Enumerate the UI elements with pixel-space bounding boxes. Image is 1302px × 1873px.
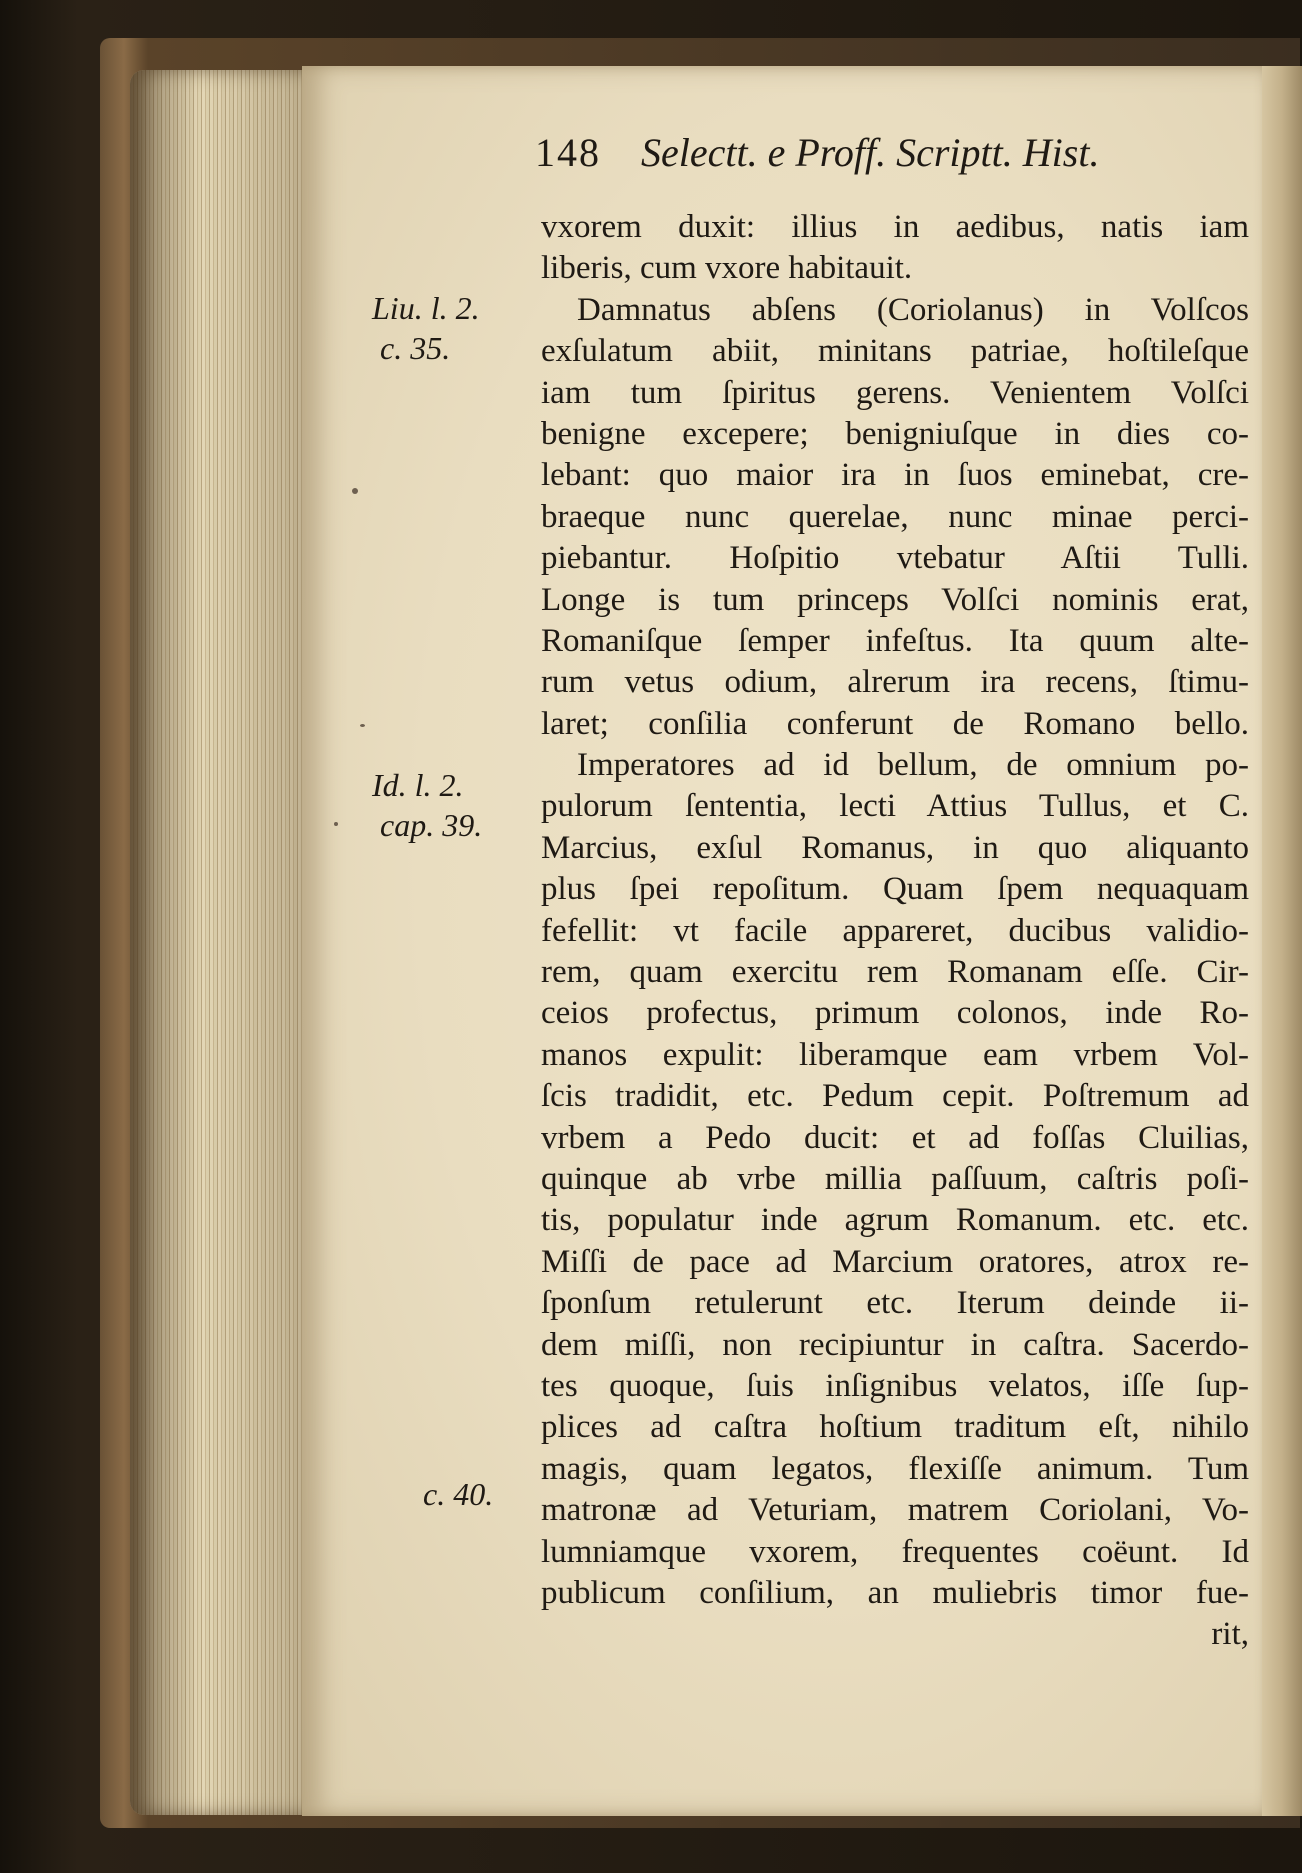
text-line: laret; conſilia conferunt de Romano bello. xyxy=(541,705,1249,742)
text-line: publicum conſilium, an muliebris timor fue- xyxy=(541,1574,1249,1611)
text-line: pulorum ſententia, lecti Attius Tullus, et C. xyxy=(541,788,1249,825)
page-gutter-edge xyxy=(1262,66,1302,1816)
body-text xyxy=(541,207,1249,1656)
text-line: matronæ ad Veturiam, matrem Coriolani, Vo- xyxy=(541,1492,1249,1529)
text-line: Marcius, exſul Romanus, in quo aliquanto xyxy=(541,829,1249,866)
text-line: magis, quam legatos, flexiſſe animum. Tum xyxy=(541,1450,1249,1487)
margin-note-1-line2: c. 35. xyxy=(380,330,451,366)
text-line: benigne excepere; benigniuſque in dies co- xyxy=(541,415,1249,452)
text-line: plices ad caſtra hoſtium traditum eſt, nihilo xyxy=(541,1409,1249,1446)
page-number: 148 xyxy=(535,130,601,175)
text-line: manos expulit: liberamque eam vrbem Vol- xyxy=(541,1036,1249,1073)
text-line: vrbem a Pedo ducit: et ad foſſas Cluilias, xyxy=(541,1119,1249,1156)
margin-note-2-line1: Id. l. 2. xyxy=(372,767,464,803)
paper-speck xyxy=(360,724,365,727)
running-title: Selectt. e Proff. Scriptt. Hist. xyxy=(641,130,1100,175)
margin-note-1 xyxy=(372,290,480,366)
text-line: piebantur. Hoſpitio vtebatur Aſtii Tulli. xyxy=(541,540,1249,577)
text-line: rem, quam exercitu rem Romanam eſſe. Cir- xyxy=(541,954,1249,991)
text-line: Longe is tum princeps Volſci nominis erat, xyxy=(541,581,1249,618)
text-line: Romaniſque ſemper infeſtus. Ita quum alte- xyxy=(541,622,1249,659)
text-line: tes quoque, ſuis inſignibus velatos, iſſe ſup- xyxy=(541,1367,1249,1404)
text-line: lebant: quo maior ira in ſuos eminebat, cre- xyxy=(541,457,1249,494)
text-line: vxorem duxit: illius in aedibus, natis iam xyxy=(541,209,1249,245)
text-line: plus ſpei repoſitum. Quam ſpem nequaquam xyxy=(541,871,1249,908)
margin-note-2-line2: cap. 39. xyxy=(380,807,483,843)
text-line: Imperatores ad id bellum, de omnium po- xyxy=(577,747,1249,784)
margin-note-1-line1: Liu. l. 2. xyxy=(372,290,480,326)
margin-note-3 xyxy=(423,1476,493,1512)
margin-note-3-line1: c. 40. xyxy=(423,1476,494,1512)
paper-speck xyxy=(334,822,338,826)
text-line: fefellit: vt facile appareret, ducibus validio- xyxy=(541,912,1249,949)
text-line: quinque ab vrbe millia paſſuum, caſtris poſi- xyxy=(541,1160,1249,1197)
text-line: dem miſſi, non recipiuntur in caſtra. Sacerdo- xyxy=(541,1326,1249,1363)
paper-speck xyxy=(352,488,358,494)
margin-note-2 xyxy=(372,767,482,843)
text-line: Damnatus abſens (Coriolanus) in Volſcos xyxy=(577,291,1249,328)
text-line: ſponſum retulerunt etc. Iterum deinde ii- xyxy=(541,1285,1249,1322)
text-line: exſulatum abiit, minitans patriae, hoſtileſque xyxy=(541,333,1249,370)
text-line: ceios profectus, primum colonos, inde Ro- xyxy=(541,995,1249,1032)
catchword: rit, xyxy=(1211,1616,1249,1653)
text-line: tis, populatur inde agrum Romanum. etc. etc. xyxy=(541,1202,1249,1239)
text-line: ſcis tradidit, etc. Pedum cepit. Poſtremum ad xyxy=(541,1078,1249,1115)
text-line: iam tum ſpiritus gerens. Venientem Volſci xyxy=(541,374,1249,411)
text-line: lumniamque vxorem, frequentes coëunt. Id xyxy=(541,1533,1249,1570)
text-line: rum vetus odium, alrerum ira recens, ſtimu- xyxy=(541,664,1249,701)
text-line: braeque nunc querelae, nunc minae perci- xyxy=(541,498,1249,535)
text-line: Miſſi de pace ad Marcium oratores, atrox re- xyxy=(541,1243,1249,1280)
text-line: liberis, cum vxore habitauit. xyxy=(541,250,913,287)
running-head xyxy=(535,128,1175,178)
page-edges-shadow xyxy=(130,70,305,1815)
